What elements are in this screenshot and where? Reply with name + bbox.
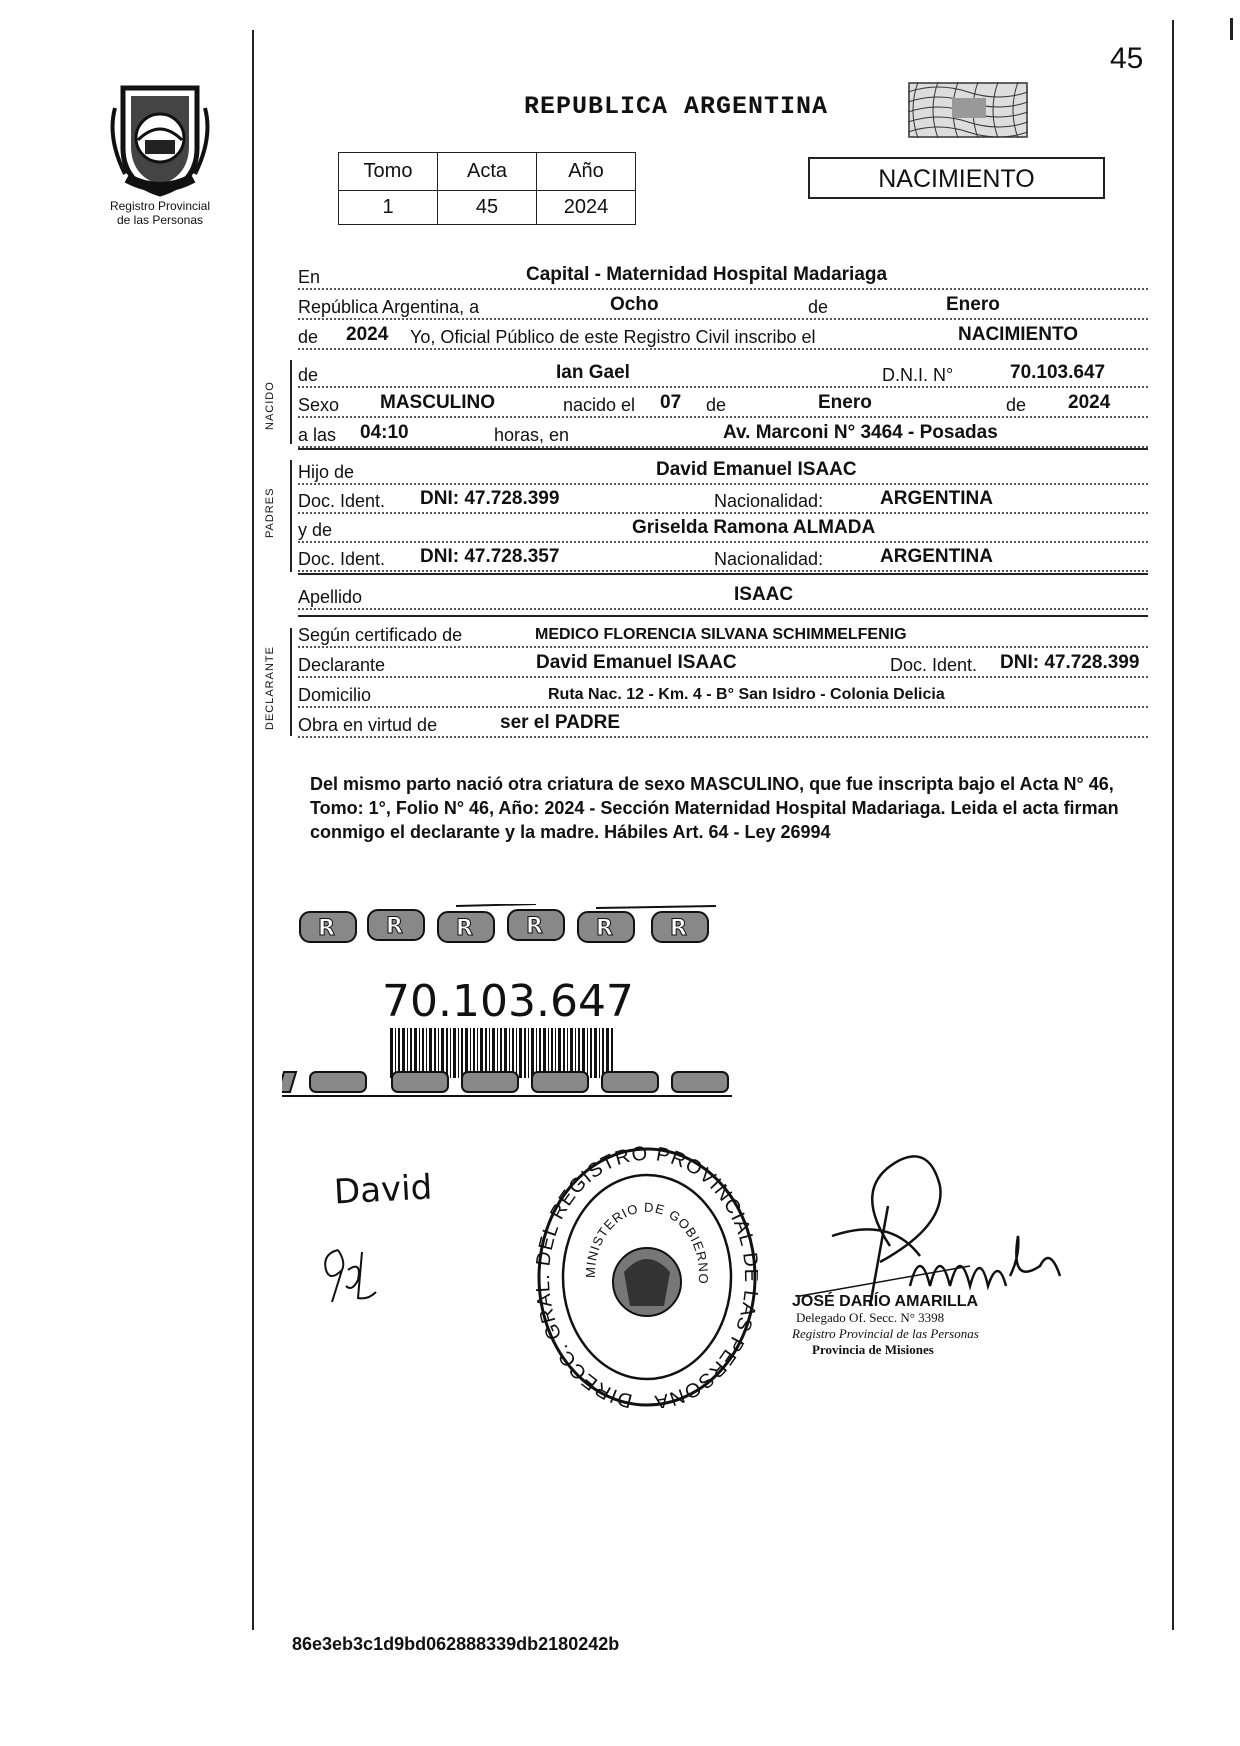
acta-header: Acta: [438, 153, 537, 191]
official-signature: [760, 1146, 1080, 1316]
record-type-box: NACIMIENTO: [808, 157, 1105, 199]
svg-text:R: R: [386, 914, 403, 939]
security-strip-bottom: [282, 1066, 732, 1098]
separator-nacido: [298, 448, 1148, 450]
padres-section-label: PADRES: [264, 487, 276, 538]
signer-name: JOSÉ DARÍO AMARILLA: [792, 1293, 979, 1310]
padres-bracket: [290, 460, 292, 572]
observations-text: Del mismo parto nació otra criatura de sexo MASCULINO, que fue inscripta bajo el Acta N° 46, Tomo: 1°, Folio N° 46, Año: 2024 - Sección Maternidad Hospital Madariaga. Leida el acta firman conmigo el declarante y la madre. Hábiles Art. 64 - Ley 26994: [310, 774, 1119, 842]
corner-mark: [1230, 18, 1233, 40]
line-madre-doc: Doc. Ident. DNI: 47.728.357 Nacionalidad: ARGENTINA: [298, 542, 1148, 572]
line-en: En Capital - Maternidad Hospital Madariaga: [298, 260, 1148, 290]
line-apellido: Apellido ISAAC: [298, 580, 1148, 610]
crest-label: Registro Provincial de las Personas: [109, 199, 211, 227]
security-strip-top: [296, 904, 726, 950]
line-madre: y de Griselda Ramona ALMADA: [298, 513, 1148, 543]
seal-outer-text: DIRECC. GR EL REGISTRO PROVINCIAL AS PERSONA: [536, 1146, 758, 1408]
svg-text:R: R: [670, 916, 687, 941]
line-padre-doc: Doc. Ident. DNI: 47.728.399 Nacionalidad: ARGENTINA: [298, 484, 1148, 514]
svg-text:R: R: [596, 916, 613, 941]
tomo-header: Tomo: [339, 153, 438, 191]
declarante-section-label: DECLARANTE: [264, 646, 276, 730]
signer-province: Provincia de Misiones: [812, 1342, 934, 1357]
left-margin-line: [252, 30, 254, 1630]
svg-text:R: R: [318, 916, 335, 941]
line-certificado: Según certificado de MEDICO FLORENCIA SILVANA SCHIMMELFENIG: [298, 618, 1148, 648]
line-hijo: Hijo de David Emanuel ISAAC: [298, 455, 1148, 485]
svg-text:R: R: [526, 914, 543, 939]
acta-table: [338, 152, 636, 225]
signer-block: [792, 1294, 1032, 1358]
acta-value: 45: [438, 191, 537, 225]
line-nombre: de Ian Gael D.N.I. N° 70.103.647: [298, 358, 1148, 388]
nacido-bracket: [290, 360, 292, 444]
declarante-bracket: [290, 628, 292, 736]
line-obra: Obra en virtud de ser el PADRE: [298, 708, 1148, 738]
line-fecha: República Argentina, a Ocho de Enero: [298, 290, 1148, 320]
line-domicilio: Domicilio Ruta Nac. 12 - Km. 4 - B° San Isidro - Colonia Delicia: [298, 678, 1148, 708]
line-declarante: Declarante David Emanuel ISAAC Doc. Ident. DNI: 47.728.399: [298, 648, 1148, 678]
right-margin-line: [1172, 20, 1174, 1630]
dni-stamp-number: 70.103.647: [382, 976, 634, 1027]
signer-office: Registro Provincial de las Personas: [792, 1326, 979, 1341]
seal-inner-text: MINISTERIO DE GOBIERNO: [582, 1199, 712, 1286]
line-hora: a las 04:10 horas, en Av. Marconi N° 3464 - Posadas: [298, 418, 1148, 448]
separator-padres: [298, 573, 1148, 575]
security-hologram: [908, 82, 1028, 138]
official-seal: [536, 1146, 758, 1408]
signer-title: Delegado Of. Secc. N° 3398: [796, 1310, 945, 1325]
tomo-value: 1: [339, 191, 438, 225]
svg-text:R: R: [456, 916, 473, 941]
page-number: 45: [1110, 42, 1144, 75]
anio-header: Año: [537, 153, 636, 191]
handwritten-name: David: [333, 1167, 434, 1213]
anio-value: 2024: [537, 191, 636, 225]
handwritten-signature: [318, 1240, 388, 1310]
line-sexo: Sexo MASCULINO nacido el 07 de Enero de 2024: [298, 388, 1148, 418]
separator-apellido: [298, 615, 1148, 617]
document-hash: 86e3eb3c1d9bd062888339db2180242b: [292, 1634, 620, 1654]
line-inscribo: de 2024 Yo, Oficial Público de este Registro Civil inscribo el NACIMIENTO: [298, 320, 1148, 350]
document-title: REPUBLICA ARGENTINA: [524, 92, 829, 121]
nacido-section-label: NACIDO: [264, 381, 276, 430]
crest-logo: [105, 78, 215, 198]
